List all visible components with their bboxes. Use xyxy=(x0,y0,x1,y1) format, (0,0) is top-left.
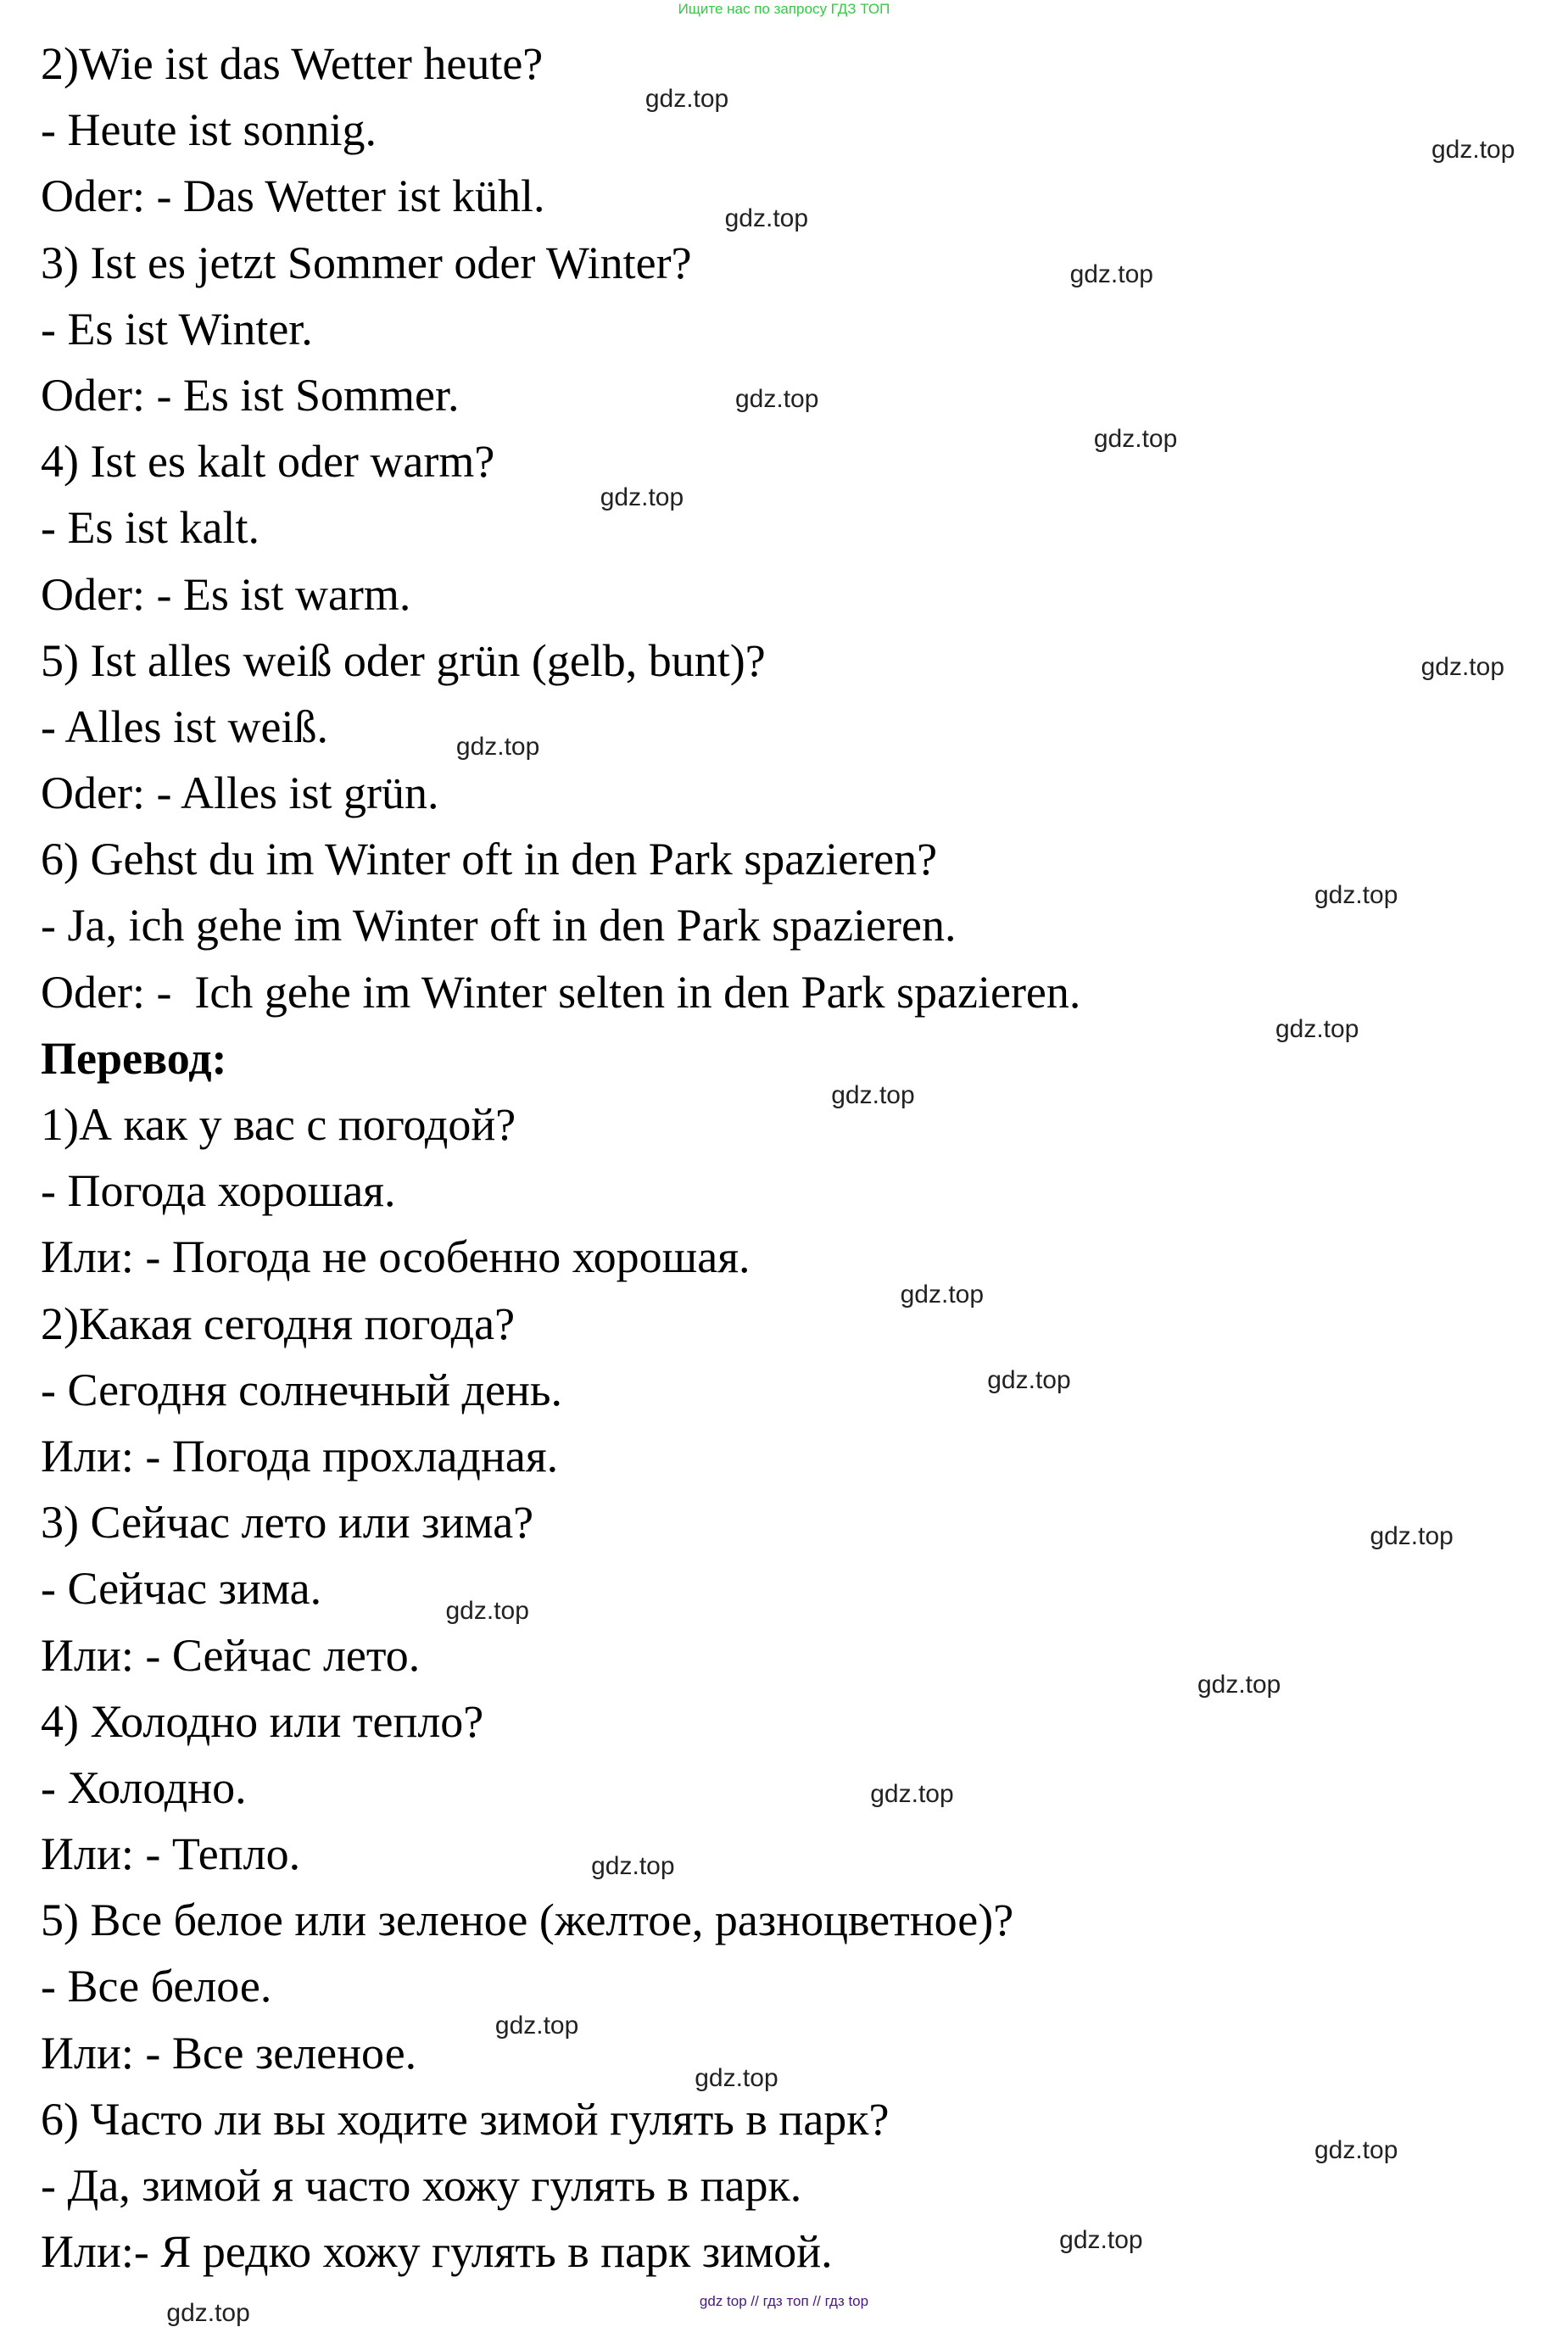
section-heading: Перевод: xyxy=(41,1032,227,1084)
text-line: 1)А как у вас с погодой? xyxy=(41,1099,516,1150)
text-line: - Es ist Winter. xyxy=(41,303,313,354)
text-line: - Ja, ich gehe im Winter oft in den Park spazieren. xyxy=(41,900,957,951)
watermark: gdz.top xyxy=(591,1852,675,1881)
text-line: 6) Gehst du im Winter oft in den Park spazieren? xyxy=(41,834,938,885)
text-line: Или: - Сейчас лето. xyxy=(41,1629,421,1681)
text-line: - Сегодня солнечный день. xyxy=(41,1364,563,1415)
text-line: 6) Часто ли вы ходите зимой гулять в парк? xyxy=(41,2093,890,2145)
search-banner: Ищите нас по запросу ГДЗ ТОП xyxy=(678,1,890,17)
watermark: gdz.top xyxy=(734,384,819,413)
text-line: Oder: - Ich gehe im Winter selten in den Park spazieren. xyxy=(41,966,1081,1018)
text-line: - Все белое. xyxy=(41,1961,272,2012)
watermark: gdz.top xyxy=(1314,881,1398,910)
watermark: gdz.top xyxy=(1197,1671,1281,1699)
text-line: 3) Ist es jetzt Sommer oder Winter? xyxy=(41,237,692,288)
watermark: gdz.top xyxy=(987,1365,1071,1394)
text-line: - Alles ist weiß. xyxy=(41,700,328,752)
text-line: - Сейчас зима. xyxy=(41,1563,322,1615)
text-line: - Холодно. xyxy=(41,1761,247,1813)
watermark: gdz.top xyxy=(1314,2135,1398,2164)
watermark: gdz.top xyxy=(724,204,809,233)
watermark: gdz.top xyxy=(900,1280,985,1309)
watermark: gdz.top xyxy=(1275,1014,1359,1043)
text-line: 2)Какая сегодня погода? xyxy=(41,1297,516,1349)
watermark: gdz.top xyxy=(455,733,540,762)
watermark: gdz.top xyxy=(445,1597,529,1626)
text-line: Или: - Все зеленое. xyxy=(41,2027,417,2079)
watermark: gdz.top xyxy=(1059,2225,1143,2254)
text-line: - Es ist kalt. xyxy=(41,502,259,554)
watermark: gdz.top xyxy=(695,2063,778,2092)
text-line: 5) Ist alles weiß oder grün (gelb, bunt)? xyxy=(41,634,766,686)
watermark: gdz.top xyxy=(494,2011,579,2040)
answer-text xyxy=(41,31,1080,2285)
watermark: gdz.top xyxy=(166,2299,250,2327)
text-line: 5) Все белое или зеленое (желтое, разноцветное)? xyxy=(41,1895,1014,1946)
text-line: Oder: - Es ist Sommer. xyxy=(41,369,460,421)
watermark: gdz.top xyxy=(644,84,729,113)
watermark: gdz.top xyxy=(1069,259,1153,288)
text-line: Или: - Погода не особенно хорошая. xyxy=(41,1231,751,1283)
watermark: gdz.top xyxy=(1420,653,1505,682)
text-line: 4) Ist es kalt oder warm? xyxy=(41,436,495,488)
text-line: - Да, зимой я часто хожу гулять в парк. xyxy=(41,2160,802,2211)
text-line: Или:- Я редко хожу гулять в парк зимой. xyxy=(41,2226,833,2278)
text-line: - Погода хорошая. xyxy=(41,1165,396,1217)
text-line: 2)Wie ist das Wetter heute? xyxy=(41,38,544,89)
text-line: Или: - Погода прохладная. xyxy=(41,1430,559,1482)
text-line: 3) Сейчас лето или зима? xyxy=(41,1497,534,1549)
watermark: gdz.top xyxy=(1370,1521,1454,1550)
watermark: gdz.top xyxy=(1093,425,1178,454)
text-line: Oder: - Es ist warm. xyxy=(41,568,411,620)
watermark: gdz.top xyxy=(831,1080,915,1109)
watermark: gdz.top xyxy=(870,1780,954,1809)
text-line: - Heute ist sonnig. xyxy=(41,104,377,156)
watermark: gdz.top xyxy=(1431,135,1515,164)
text-line: Или: - Тепло. xyxy=(41,1828,301,1880)
watermark: gdz.top xyxy=(600,483,684,512)
text-line: Oder: - Das Wetter ist kühl. xyxy=(41,170,545,222)
footer-watermark: gdz top // гдз топ // гдз top xyxy=(699,2293,869,2309)
text-line: 4) Холодно или тепло? xyxy=(41,1695,484,1747)
text-line: Oder: - Alles ist grün. xyxy=(41,767,439,819)
